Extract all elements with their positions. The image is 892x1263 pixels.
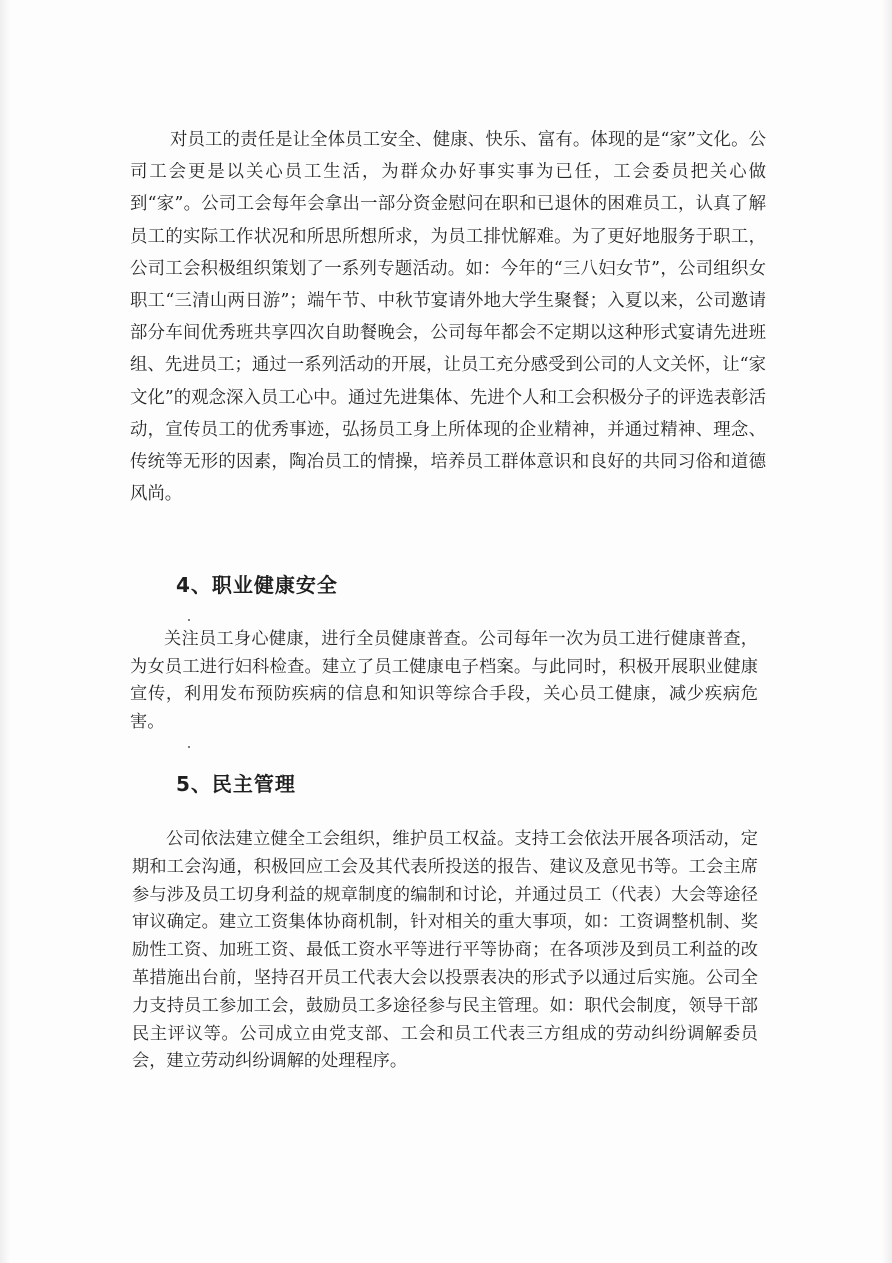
paragraph-democratic-management: 公司依法建立健全工会组织，维护员工权益。支持工会依法开展各项活动，定期和工会沟通，积极回应工会及其代表所投送的报告、建议及意见书等。工会主席参与涉及员工切身利益的规章制度的编制和讨论，并通过员工（代表）大会等途径审议确定。建立工资集体协商机制，针对相关的重大事项，如：工资调整机制、奖励性工资、加班工资、最低工资水平等进行平等协商；在各项涉及到员工利益的改革措施出台前，坚持召开员工代表大会以投票表决的形式予以通过后实施。公司全力支持员工参加工会，鼓励员工多途径参与民主管理。如：职代会制度，领导干部民主评议等。公司成立由党支部、工会和员工代表三方组成的劳动纠纷调解委员会，建立劳动纠纷调解的处理程序。 <box>132 829 758 1072</box>
section-heading-occupational-health: 4、职业健康安全 <box>176 573 338 597</box>
scan-edge-right <box>882 0 892 1263</box>
scan-edge-left <box>0 0 10 1263</box>
scan-speck <box>188 619 190 621</box>
paragraph-employee-responsibility: 对员工的责任是让全体员工安全、健康、快乐、富有。体现的是“家”文化。公司工会更是以关心员工生活，为群众办好事实事为已任，工会委员把关心做到“家”。公司工会每年会拿出一部分资金慰问在职和已退休的困难员工，认真了解员工的实际工作状况和所思所想所求，为员工排忧解难。为了更好地服务于职工，公司工会积极组织策划了一系列专题活动。如：今年的“三八妇女节”，公司组织女职工“三清山两日游”；端午节、中秋节宴请外地大学生聚餐；入夏以来，公司邀请部分车间优秀班共享四次自助餐晚会，公司每年都会不定期以这种形式宴请先进班组、先进员工；通过一系列活动的开展，让员工充分感受到公司的人文关怀，让“家文化”的观念深入员工心中。通过先进集体、先进个人和工会积极分子的评选表彰活动，宣传员工的优秀事迹，弘扬员工身上所体现的企业精神，并通过精神、理念、传统等无形的因素，陶冶员工的情操，培养员工群体意识和良好的共同习俗和道德风尚。 <box>130 130 766 505</box>
paragraph-occupational-health: 关注员工身心健康，进行全员健康普查。公司每年一次为员工进行健康普查，为女员工进行妇科检查。建立了员工健康电子档案。与此同时，积极开展职业健康宣传，利用发布预防疾病的信息和知识等综合手段，关心员工健康，减少疾病危害。 <box>130 629 758 732</box>
scan-speck <box>188 746 190 748</box>
section-heading-democratic-management: 5、民主管理 <box>176 772 296 796</box>
